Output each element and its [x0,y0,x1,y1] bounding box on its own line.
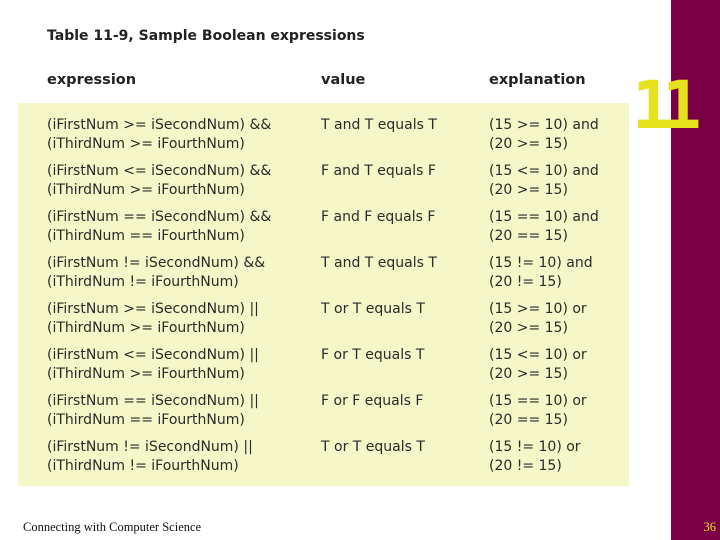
value-cell: F and T equals F [321,163,436,179]
value-cell: F and F equals F [321,209,436,225]
value-cell: T or T equals T [321,439,425,455]
table-row [18,254,629,300]
table-row [18,346,629,392]
footer-text: Connecting with Computer Science [23,520,202,534]
table-row [18,438,629,484]
explanation-cell: (15 != 10) and (20 != 15) [489,255,593,290]
table-body [18,103,629,486]
value-cell: T and T equals T [321,117,437,133]
expression-cell: (iFirstNum != iSecondNum) && (iThirdNum != iFourthNum) [47,255,266,290]
table-title: Table 11-9, Sample Boolean expressions [47,28,365,44]
expression-cell: (iFirstNum >= iSecondNum) && (iThirdNum >= iFourthNum) [47,117,272,152]
table-row [18,392,629,438]
column-header-explanation: explanation [489,72,586,88]
page-number: 36 [703,520,716,534]
value-cell: T or T equals T [321,301,425,317]
explanation-cell: (15 <= 10) or (20 >= 15) [489,347,587,382]
explanation-cell: (15 >= 10) and (20 >= 15) [489,117,599,152]
expression-cell: (iFirstNum == iSecondNum) || (iThirdNum == iFourthNum) [47,393,259,428]
expression-cell: (iFirstNum <= iSecondNum) || (iThirdNum >= iFourthNum) [47,347,259,382]
value-cell: T and T equals T [321,255,437,271]
value-cell: F or F equals F [321,393,424,409]
explanation-cell: (15 <= 10) and (20 >= 15) [489,163,599,198]
expression-cell: (iFirstNum <= iSecondNum) && (iThirdNum >= iFourthNum) [47,163,272,198]
chapter-number: 11 [632,67,692,144]
explanation-cell: (15 == 10) or (20 == 15) [489,393,587,428]
expression-cell: (iFirstNum >= iSecondNum) || (iThirdNum >= iFourthNum) [47,301,259,336]
table-row [18,208,629,254]
column-header-expression: expression [47,72,137,88]
explanation-cell: (15 == 10) and (20 == 15) [489,209,599,244]
table-row [18,116,629,162]
value-cell: F or T equals T [321,347,425,363]
explanation-cell: (15 != 10) or (20 != 15) [489,439,581,474]
expression-cell: (iFirstNum != iSecondNum) || (iThirdNum != iFourthNum) [47,439,253,474]
expression-cell: (iFirstNum == iSecondNum) && (iThirdNum == iFourthNum) [47,209,272,244]
explanation-cell: (15 >= 10) or (20 >= 15) [489,301,587,336]
column-header-value: value [321,72,366,88]
table-row [18,162,629,208]
table-row [18,300,629,346]
